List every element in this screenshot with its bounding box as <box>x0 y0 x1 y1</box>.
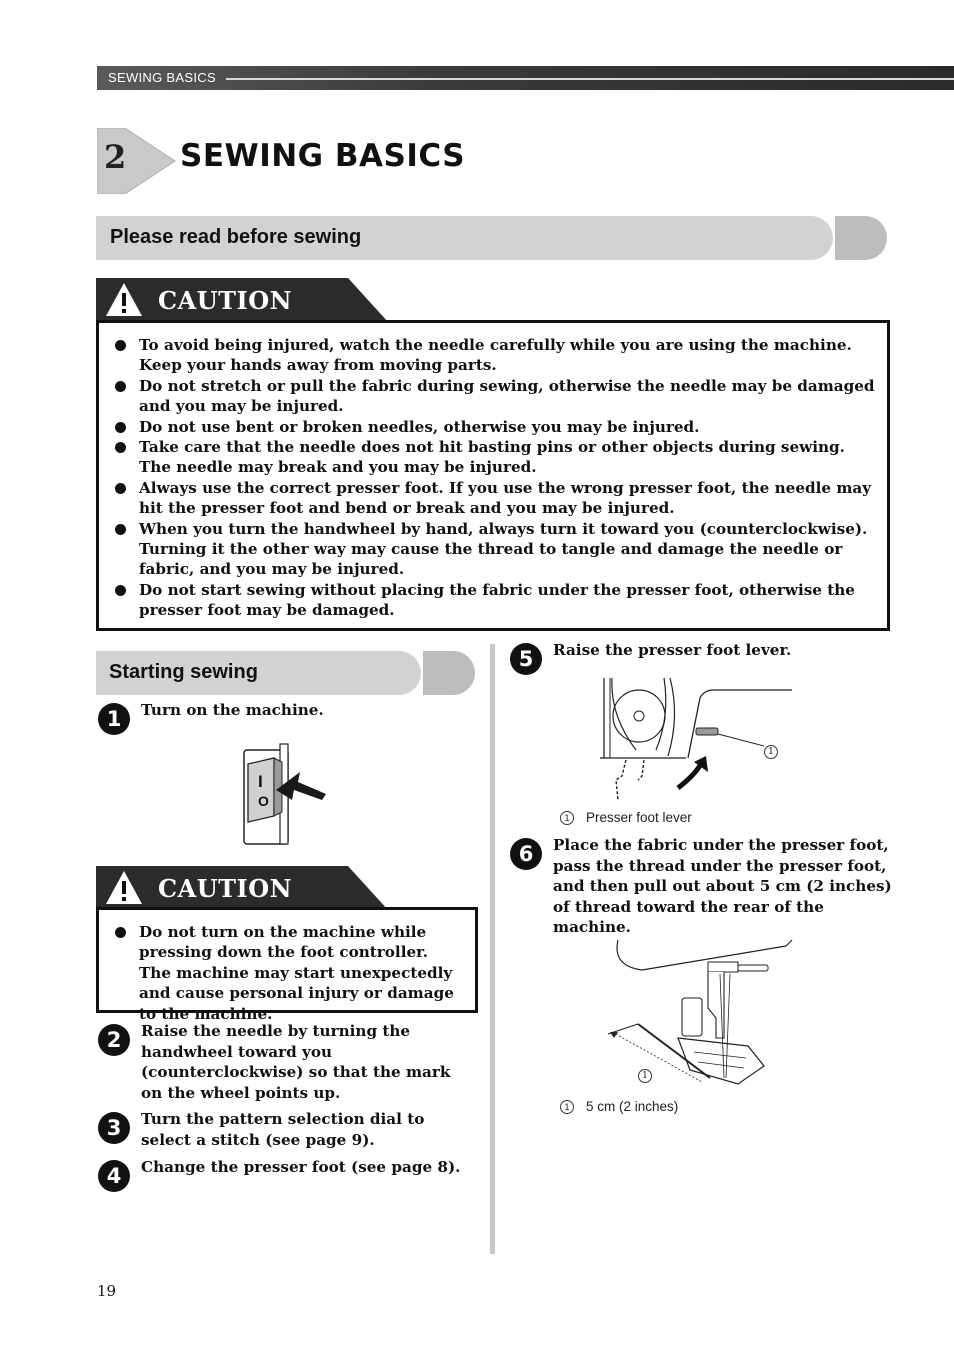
step-text: Place the fabric under the presser foot, pass the thread under the presser foot, and then pull out about 5 cm (2 inches) of thread toward the rear of the machine. <box>553 836 892 937</box>
caution-item: Do not start sewing without placing the fabric under the presser foot, otherwise the presser foot may be damaged. <box>113 580 875 621</box>
power-switch-figure <box>236 742 332 846</box>
chapter-title: SEWING BASICS <box>180 138 466 174</box>
figure-callout <box>638 1064 652 1083</box>
caution-item: To avoid being injured, watch the needle carefully while you are using the machine. Keep your hands away from moving parts. <box>113 335 875 376</box>
caution-box <box>96 907 478 1023</box>
caution-item: Always use the correct presser foot. If you use the wrong presser foot, the needle may hit the presser foot and bend or break and you may be injured. <box>113 478 875 519</box>
caption-number: 1 <box>560 811 574 825</box>
caution-item: When you turn the handwheel by hand, always turn it toward you (counterclockwise). Turning it the other way may cause the thread to tangle and damage the needle or fabric, and you may be injured. <box>113 519 875 580</box>
caution-item: Do not stretch or pull the fabric during sewing, otherwise the needle may be damaged and you may be injured. <box>113 376 875 417</box>
step-number: 6 <box>510 838 542 870</box>
header-rule <box>226 78 954 80</box>
step-number: 5 <box>510 643 542 675</box>
caution-label: CAUTION <box>158 874 293 903</box>
section-bar-cap <box>835 216 887 260</box>
section-bar-cap <box>423 651 475 695</box>
page-number: 19 <box>97 1282 117 1300</box>
caption-number: 1 <box>560 1100 574 1114</box>
section-title: Please read before sewing <box>110 226 362 248</box>
step-text: Turn on the machine. <box>141 701 324 719</box>
switch-off-mark: O <box>258 793 269 809</box>
caution-item: Do not use bent or broken needles, otherwise you may be injured. <box>113 417 875 437</box>
column-divider <box>490 644 495 1254</box>
figure-callout <box>764 740 778 759</box>
callout-number: 1 <box>638 1069 652 1083</box>
callout-number: 1 <box>764 745 778 759</box>
caution-box <box>96 320 890 631</box>
caption-text: 5 cm (2 inches) <box>586 1099 679 1114</box>
figure-caption <box>560 810 692 825</box>
step-text: Turn the pattern selection dial to select a stitch (see page 9). <box>141 1110 425 1149</box>
caption-text: Presser foot lever <box>586 810 692 825</box>
caution-label: CAUTION <box>158 286 293 315</box>
caution-item: Do not turn on the machine while pressing down the foot controller. The machine may start unexpectedly and cause personal injury or damage to the machine. <box>113 922 465 1024</box>
step-text: Raise the needle by turning the handwheel toward you (counterclockwise) so that the mark on the wheel points up. <box>141 1022 451 1102</box>
caution-item: Take care that the needle does not hit basting pins or other objects during sewing. The needle may break and you may be injured. <box>113 437 875 478</box>
header-section-label: SEWING BASICS <box>108 70 216 85</box>
step-text: Change the presser foot (see page 8). <box>141 1158 461 1176</box>
step-number: 1 <box>98 703 130 735</box>
step-number: 4 <box>98 1160 130 1192</box>
switch-on-mark: I <box>258 772 263 791</box>
section-title: Starting sewing <box>109 661 258 683</box>
step-text: Raise the presser foot lever. <box>553 641 792 659</box>
step-number: 2 <box>98 1024 130 1056</box>
figure-caption <box>560 1099 678 1114</box>
step-number: 3 <box>98 1112 130 1144</box>
chapter-number: 2 <box>104 138 127 176</box>
thread-pull-figure <box>598 938 798 1090</box>
